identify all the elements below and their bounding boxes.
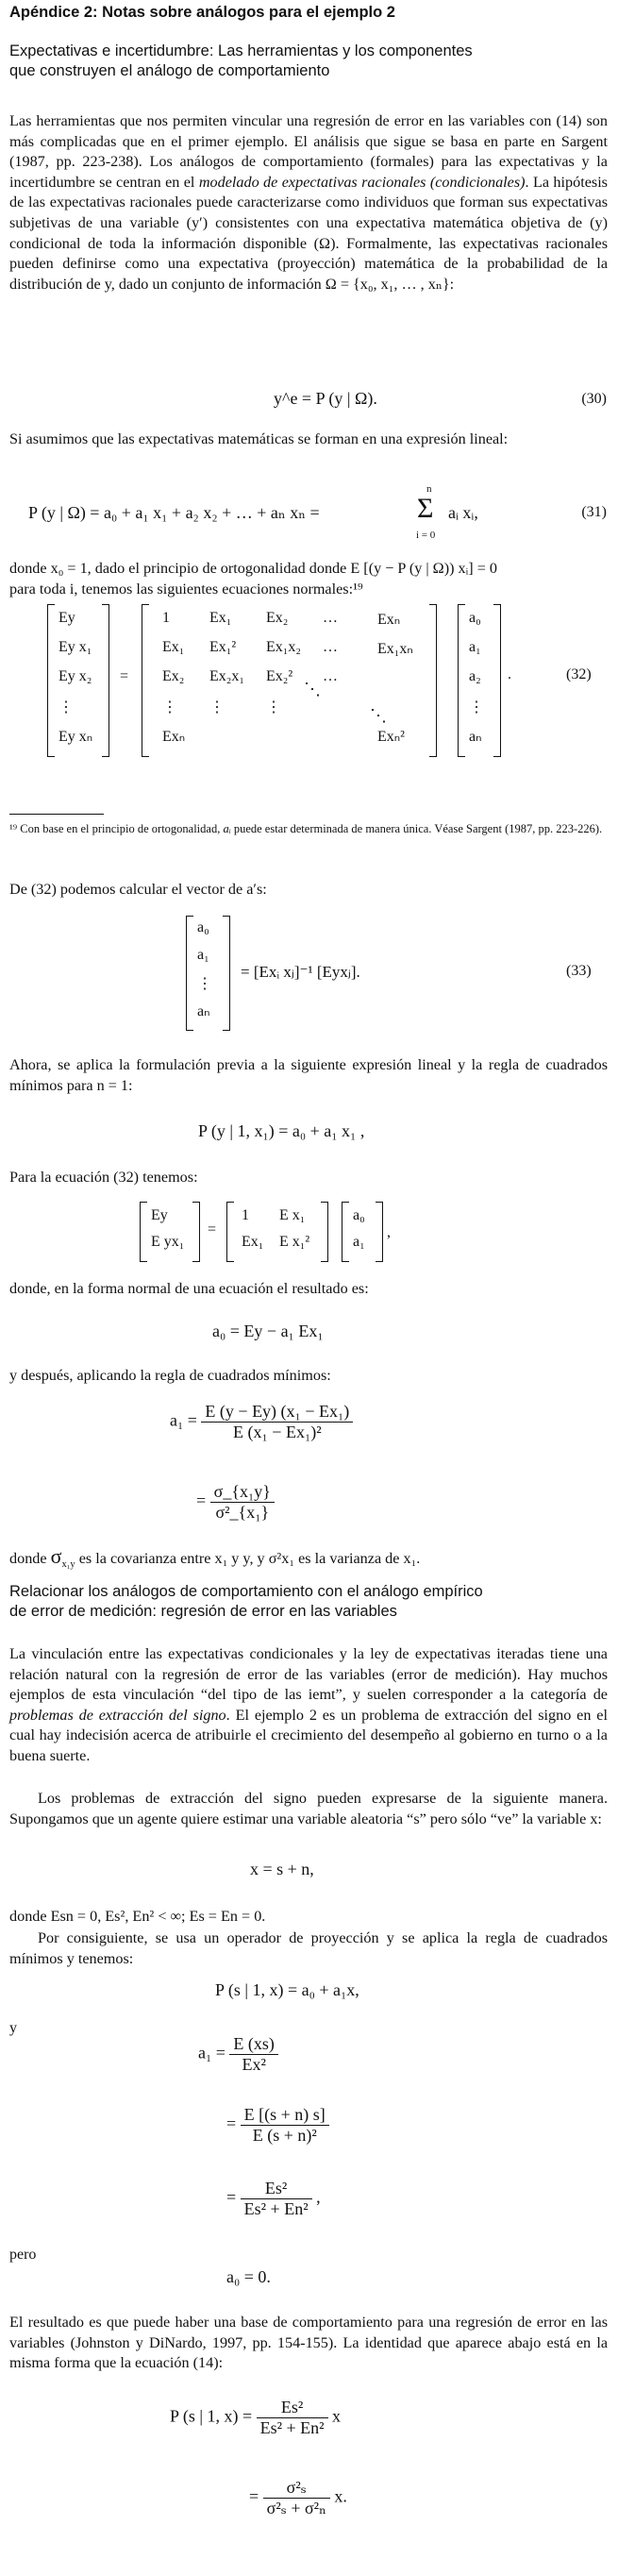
equation-32-number: (32) — [566, 666, 592, 682]
equation-31-number: (31) — [581, 504, 607, 520]
para1-text-a: Las herramientas que nos permiten vincular una regresión de error en las variables con (14) son más complicadas que en el primer ejemplo. El análisis que sigue se basa en parte en Sargent (1987, pp. 223-238). Los análogos de comportamiento (formales) para las expectativas y la incertidumbre se centran en el — [9, 112, 608, 191]
eq-a1c-frac1 — [229, 2034, 278, 2075]
eq2x2-comma: , — [387, 1224, 391, 1240]
para3-line-a: donde x₀ = 1, dado el principio de ortogonalidad donde E [(y − P (y | Ω)) xᵢ] = 0 — [9, 560, 497, 577]
eq-a1-numerator: E (y − Ey) (x₁ − Ex₁) — [205, 1402, 350, 1421]
eq2x2-lhs-entry-0: Ey — [151, 1207, 168, 1223]
section1-paragraph-6: Para la ecuación (32) tenemos: — [9, 1169, 198, 1186]
section2-paragraph-2: Los problemas de extracción del signo pueden expresarse de la siguiente manera. Supongamos que un agente quiere estimar una variable aleatoria “s” pero sólo “ve” la variable x: — [9, 1790, 608, 1827]
eq2x2-rhs-entry-0: a₀ — [353, 1207, 365, 1223]
eq32-rhs-entry-2: a₂ — [469, 668, 481, 684]
eq33-entry-3: aₙ — [197, 1003, 210, 1019]
eq2x2-matrix-cell-0-1: E x₁ — [279, 1207, 306, 1223]
section1-paragraph-5: Ahora, se aplica la formulación previa a la siguiente expresión lineal y la regla de cuadrados mínimos para n = 1: — [9, 1056, 608, 1094]
equation-31-sum-term: aᵢ xᵢ, — [448, 503, 478, 522]
eq-a1-sigma-denominator: σ²_{x₁} — [210, 1502, 275, 1523]
eq-a1c-frac1-num: E (xs) — [233, 2034, 275, 2053]
equation-31-sum-bottom: i = 0 — [416, 530, 436, 541]
equation-32 — [0, 604, 618, 760]
eq32-matrix-cell-2-3: … — [323, 668, 338, 684]
s2-para1-emphasis: problemas de extracción del signo — [9, 1706, 226, 1724]
para9-text-c: es la covarianza entre x₁ y y, y σ²x₁ es la varianza de x₁. — [75, 1550, 421, 1567]
eq2x2-rhs-entry-1: a₁ — [353, 1234, 365, 1250]
eq32-matrix-cell-1-1: Ex₁² — [209, 639, 237, 655]
section1-paragraph-2: Si asumimos que las expectativas matemáticas se forman en una expresión lineal: — [9, 430, 509, 447]
eq2x2-rhs-bracket-right — [376, 1202, 383, 1262]
equation-33 — [0, 916, 618, 1038]
section1-paragraph-3 — [9, 559, 608, 599]
eq32-matrix-bracket-right — [429, 604, 437, 757]
eq-a1-sigma-fraction — [210, 1482, 275, 1523]
para9-sigma: σ — [50, 1544, 62, 1568]
eq32-lhs-bracket-right — [102, 604, 109, 757]
section2-heading-line2: de error de medición: regresión de error en las variables — [9, 1603, 397, 1620]
eq33-bracket-left — [186, 916, 193, 1031]
section1-paragraph-9 — [9, 1546, 608, 1575]
label-y: y — [9, 2020, 17, 2036]
eq32-matrix-cell-2-0: Ex₂ — [162, 668, 185, 684]
eq-a1-denominator: E (x₁ − Ex₁)² — [201, 1422, 353, 1442]
eq-a1c-frac3-num: Es² — [264, 2179, 288, 2197]
eq-a1-sigma-equals: = — [196, 1490, 207, 1510]
eq32-lhs-entry-3: ⋮ — [58, 699, 74, 716]
section1-paragraph-4: De (32) podemos calcular el vector de a′s: — [9, 881, 267, 898]
equation-signal-noise: x = s + n, — [250, 1860, 314, 1878]
eq-a1c-frac2 — [241, 2105, 329, 2146]
eq32-period: . — [508, 666, 511, 682]
footnote-19 — [9, 821, 608, 837]
appendix-title: Apéndice 2: Notas sobre análogos para el ejemplo 2 — [9, 4, 395, 21]
eq32-matrix-cell-1-4: Ex₁xₙ — [377, 641, 413, 657]
eq2x2-matrix-cell-1-1: E x₁² — [279, 1234, 310, 1250]
eq-final2-den: σ²ₛ + σ²ₙ — [263, 2498, 330, 2518]
eq2x2-lhs-entry-1: E yx₁ — [151, 1234, 185, 1250]
equation-projection-n1: P (y | 1, x₁) = a₀ + a₁ x₁ , — [198, 1121, 365, 1140]
equation-a1 — [170, 1402, 353, 1442]
eq32-matrix-cell-0-3: … — [323, 610, 338, 626]
eq2x2-matrix-bracket-left — [226, 1202, 234, 1262]
eq32-matrix-cell-4-4: Exₙ² — [377, 729, 405, 745]
eq32-equals: = — [120, 668, 129, 684]
label-pero: pero — [9, 2247, 37, 2263]
s2-para1-text-a: La vinculación entre las expectativas condicionales y la ley de expectativas iteradas tiene una relación natural con la regresión de error de las variables (error de medición). Hay muchos ejemplos de esta vinculación “del tipo de las iemt”, y suelen corresponder a la categoría de — [9, 1645, 608, 1704]
eq32-matrix-cell-0-2: Ex₂ — [266, 610, 289, 626]
eq33-entry-1: a₁ — [197, 947, 209, 963]
equation-projection-s: P (s | 1, x) = a₀ + a₁x, — [215, 1980, 359, 1999]
section2-paragraph-1 — [9, 1644, 608, 1767]
para9-subscript: x₁y — [61, 1559, 75, 1571]
eq-a1-fraction — [201, 1402, 353, 1442]
eq32-lhs-entry-1: Ey x₁ — [58, 639, 92, 655]
eq-final-num: Es² — [280, 2398, 304, 2416]
eq-a1c-eq2: = — [226, 2113, 237, 2133]
eq-a1-lhs: a₁ = — [170, 1410, 197, 1430]
equation-a1-sigma — [196, 1482, 275, 1523]
eq2x2-lhs-bracket-left — [140, 1202, 147, 1262]
eq32-matrix-cell-1-3: … — [323, 639, 338, 655]
eq32-rhs-entry-1: a₁ — [469, 639, 481, 655]
para1-emphasis: modelado de expectativas racionales (condicionales) — [198, 173, 526, 191]
section2-paragraph-3: donde Esn = 0, Es², En² < ∞; Es = En = 0. — [9, 1908, 266, 1925]
para3-line-b: para toda i, tenemos las siguientes ecuaciones normales:¹⁹ — [9, 580, 363, 598]
eq32-rhs-entry-0: a₀ — [469, 610, 481, 626]
equation-a0: a₀ = Ey − a₁ Ex₁ — [212, 1322, 324, 1340]
eq-a1c-comma: , — [316, 2187, 321, 2207]
eq33-bracket-right — [223, 916, 230, 1031]
section2-paragraph-4: Por consiguiente, se usa un operador de proyección y se aplica la regla de cuadrados mínimos y tenemos: — [9, 1929, 608, 1967]
eq32-rhs-entry-4: aₙ — [469, 729, 482, 745]
equation-33-number: (33) — [566, 963, 592, 979]
eq32-matrix-cell-0-1: Ex₁ — [209, 610, 232, 626]
equation-2x2-system — [0, 1202, 618, 1268]
eq-a1c-frac2-den: E (s + n)² — [241, 2125, 329, 2146]
eq32-rhs-bracket-right — [493, 604, 501, 757]
para9-text-a: donde — [9, 1550, 51, 1567]
equation-a1-chain-3 — [226, 2179, 321, 2219]
eq32-matrix-bracket-left — [142, 604, 149, 757]
eq32-lhs-entry-2: Ey x₂ — [58, 668, 92, 684]
equation-31-sum-top: n — [426, 483, 432, 495]
eq-final-frac — [257, 2398, 328, 2438]
eq32-lhs-entry-0: Ey — [58, 610, 75, 626]
section2-heading — [9, 1582, 608, 1622]
para1-text-b: . La hipótesis de las expectativas racionales puede caracterizarse como individuos que forman sus expectativas subjetivas de una variable (y′) consistentes con una expectativa matemática objetiva de (y) condicional de toda la información disponible (Ω). Formalmente, las expectativas racionales pueden definirse como una expectativa (proyección) matemática de la probabilidad de la distribución de y, dado un conjunto de información Ω = {x₀, x₁, … , xₙ}: — [9, 173, 608, 293]
eq32-matrix-cell-1-0: Ex₁ — [162, 639, 185, 655]
section1-paragraph-8: y después, aplicando la regla de cuadrados mínimos: — [9, 1367, 331, 1384]
equation-31-lhs: P (y | Ω) = a₀ + a₁ x₁ + a₂ x₂ + … + aₙ xₙ = — [28, 503, 320, 522]
eq2x2-equals: = — [208, 1221, 217, 1237]
eq-a1c-frac3-den: Es² + En² — [241, 2198, 312, 2219]
eq-final2-frac — [263, 2478, 330, 2518]
eq32-matrix-cell-2-2: Ex₂² — [266, 668, 293, 684]
eq32-matrix-cell-0-0: 1 — [162, 610, 170, 626]
eq32-matrix-cell-0-4: Exₙ — [377, 612, 401, 628]
section2-heading-line1: Relacionar los análogos de comportamiento con el análogo empírico — [9, 1583, 483, 1600]
section2-paragraph-5: El resultado es que puede haber una base de comportamiento para una regresión de error en las variables (Johnston y DiNardo, 1997, pp. 154-155). La identidad que aparece abajo está en la misma forma que la ecuación (14): — [9, 2314, 608, 2372]
eq33-entry-0: a₀ — [197, 919, 209, 935]
equation-final-2 — [249, 2478, 347, 2518]
footnote-text-a: ¹⁹ Con base en el principio de ortogonalidad, — [9, 822, 224, 835]
section1-heading-line1: Expectativas e incertidumbre: Las herramientas y los componentes — [9, 42, 473, 59]
eq-final-x: x — [332, 2406, 342, 2426]
eq2x2-rhs-bracket-left — [342, 1202, 349, 1262]
eq32-matrix-cell-3-2: ⋮ — [266, 699, 281, 716]
eq-final2-equals: = — [249, 2486, 259, 2506]
equation-a0-zero: a₀ = 0. — [226, 2267, 271, 2286]
eq32-matrix-cell-3-0: ⋮ — [162, 699, 177, 716]
eq-a1-sigma-numerator: σ_{x₁y} — [213, 1482, 271, 1501]
equation-final-1 — [170, 2398, 341, 2438]
eq33-rhs: = [Exᵢ xⱼ]⁻¹ [Eyxⱼ]. — [241, 963, 360, 981]
eq32-matrix-cell-1-2: Ex₁x₂ — [266, 639, 301, 655]
equation-a1-chain-1 — [198, 2034, 278, 2075]
eq2x2-matrix-cell-0-0: 1 — [242, 1207, 249, 1223]
eq32-rhs-bracket-left — [458, 604, 465, 757]
eq32-lhs-bracket-left — [47, 604, 55, 757]
footnote-emphasis: aᵢ — [223, 822, 231, 835]
equation-a1-chain-2 — [226, 2105, 329, 2146]
eq32-diag-dots-1: ⋱ — [304, 680, 321, 699]
eq-a1c-eq3: = — [226, 2187, 237, 2207]
eq32-matrix-cell-3-1: ⋮ — [209, 699, 225, 716]
s2-para1-text-b: . El ejemplo 2 es un problema de extracción del signo en el cual hay indecisión acerca de atribuirle el crecimiento del desempeño al gobierno en turno o a la buena suerte. — [9, 1706, 608, 1764]
eq2x2-lhs-bracket-right — [192, 1202, 200, 1262]
section1-paragraph-1 — [9, 111, 608, 295]
equation-30-number: (30) — [581, 391, 607, 407]
eq32-rhs-entry-3: ⋮ — [469, 699, 484, 716]
eq32-lhs-entry-4: Ey xₙ — [58, 729, 93, 745]
eq-final-lhs: P (s | 1, x) = — [170, 2406, 253, 2426]
eq32-matrix-cell-4-0: Exₙ — [162, 729, 186, 745]
eq-final2-num: σ²ₛ — [286, 2478, 307, 2497]
eq32-diag-dots-2: ⋱ — [370, 706, 387, 725]
equation-30: y^e = P (y | Ω). — [274, 389, 377, 408]
footnote-rule — [9, 814, 104, 815]
eq-final-den: Es² + En² — [257, 2417, 328, 2438]
eq2x2-matrix-cell-1-0: Ex₁ — [242, 1234, 264, 1250]
eq-final2-x: x. — [334, 2486, 347, 2506]
equation-31-sum-symbol: Σ — [417, 493, 434, 524]
eq-a1c-frac3 — [241, 2179, 312, 2219]
eq33-entry-2: ⋮ — [197, 976, 212, 992]
eq2x2-matrix-bracket-right — [321, 1202, 328, 1262]
section1-heading-line2: que construyen el análogo de comportamiento — [9, 62, 330, 79]
eq32-matrix-cell-2-1: Ex₂x₁ — [209, 668, 244, 684]
section1-paragraph-7: donde, en la forma normal de una ecuación el resultado es: — [9, 1280, 369, 1297]
section1-heading — [9, 42, 608, 81]
footnote-text-b: puede estar determinada de manera única. Véase Sargent (1987, pp. 223-226). — [230, 822, 603, 835]
eq-a1c-lhs: a₁ = — [198, 2043, 225, 2062]
eq-a1c-frac2-num: E [(s + n) s] — [243, 2105, 326, 2124]
eq-a1c-frac1-den: Ex² — [229, 2054, 278, 2075]
